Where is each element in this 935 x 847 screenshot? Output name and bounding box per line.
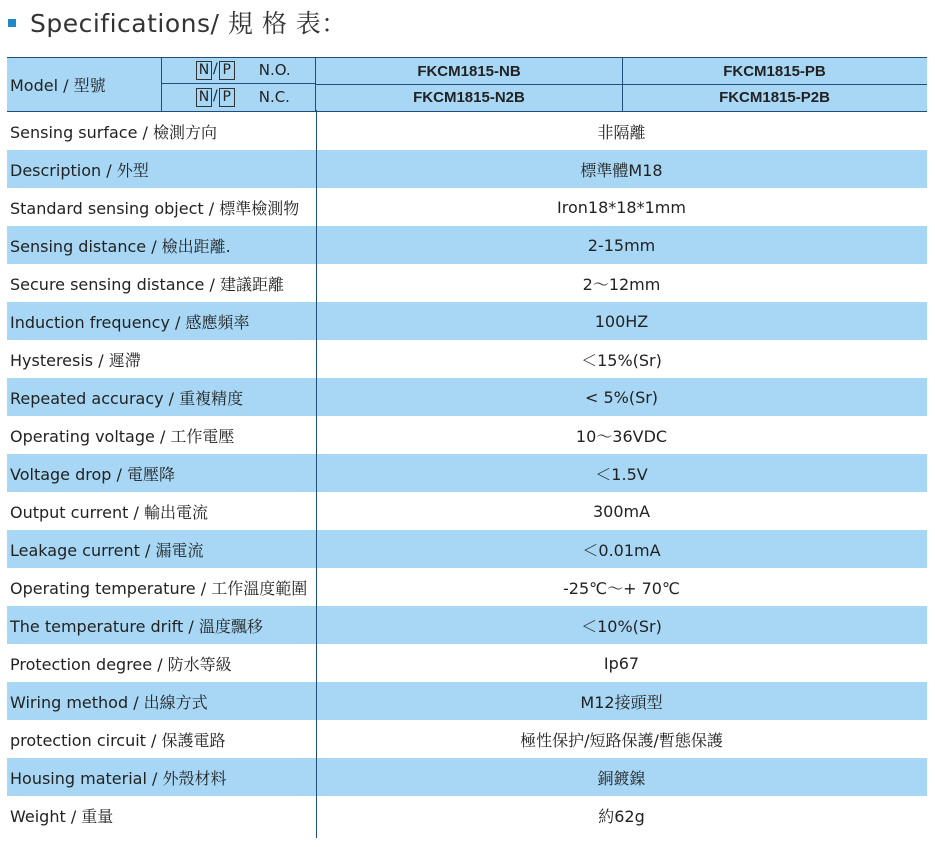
table-row: [7, 492, 927, 530]
row-value: 銅鍍鎳: [597, 768, 646, 788]
pnp-box: P: [219, 88, 235, 107]
row-label: Operating temperature / 工作溫度範圍: [10, 578, 308, 598]
row-value: < 5%(Sr): [584, 387, 659, 407]
row-label: Repeated accuracy / 重複精度: [10, 388, 244, 408]
row-value: 標準體M18: [580, 160, 663, 180]
row-value: ＜0.01mA: [582, 540, 661, 560]
model-pnp-no: FKCM1815-PB: [622, 58, 927, 85]
row-value: 100HZ: [594, 311, 649, 331]
row-label: Weight / 重量: [10, 806, 114, 826]
row-label: Standard sensing object / 標準檢測物: [10, 198, 300, 218]
table-row: [7, 720, 927, 758]
model-pnp-nc: FKCM1815-P2B: [719, 89, 830, 106]
row-label: Housing material / 外殼材料: [10, 768, 227, 788]
row-label: Output current / 輸出電流: [10, 502, 208, 522]
row-value: 非隔離: [597, 122, 646, 142]
row-label: protection circuit / 保護電路: [10, 730, 226, 750]
row-label: Sensing distance / 檢出距離.: [10, 236, 231, 256]
row-value: ＜15%(Sr): [581, 350, 662, 370]
no-label: N.O.: [258, 61, 291, 79]
row-label: Operating voltage / 工作電壓: [10, 426, 235, 446]
model-label: Model / 型號: [7, 58, 162, 111]
table-row: [7, 530, 927, 568]
row-value: 2～12mm: [582, 274, 661, 294]
row-label: Description / 外型: [10, 160, 149, 180]
row-value: 10～36VDC: [575, 426, 668, 446]
row-value: M12接頭型: [580, 692, 663, 712]
row-label: Sensing surface / 檢測方向: [10, 122, 218, 142]
pnp-box: P: [219, 61, 235, 80]
table-row: [7, 606, 927, 644]
row-value: ＜10%(Sr): [581, 616, 662, 636]
row-label: Hysteresis / 遲滯: [10, 350, 141, 370]
row-value: Iron18*18*1mm: [557, 197, 686, 217]
row-value: 300mA: [592, 501, 651, 521]
table-row: [7, 758, 927, 796]
row-label: Leakage current / 漏電流: [10, 540, 204, 560]
row-label: The temperature drift / 溫度飄移: [10, 616, 263, 636]
row-value: 約62g: [598, 806, 645, 826]
nc-label: N.C.: [258, 88, 290, 106]
table-row: [7, 568, 927, 606]
row-label: Induction frequency / 感應頻率: [10, 312, 250, 332]
label-value-divider: [316, 110, 317, 838]
row-label: Protection degree / 防水等級: [10, 654, 232, 674]
table-row: [7, 416, 927, 454]
table-row: [7, 796, 927, 834]
bullet-square-icon: [8, 19, 16, 27]
table-row: [7, 378, 927, 416]
column-divider: [622, 58, 623, 111]
row-value: Ip67: [603, 653, 640, 673]
row-value: -25℃～+ 70℃: [563, 578, 680, 598]
table-row: [7, 340, 927, 378]
table-row: [7, 682, 927, 720]
table-row: [7, 644, 927, 682]
table-header: [7, 57, 927, 112]
row-value: ＜1.5V: [595, 464, 648, 484]
table-row: [7, 454, 927, 492]
title-text: Specifications/ 規 格 表：: [30, 9, 347, 38]
table-row: [7, 226, 927, 264]
model-npn-nc: FKCM1815-N2B: [413, 89, 525, 106]
table-row: [7, 188, 927, 226]
page-title: [8, 2, 347, 42]
row-label: Wiring method / 出線方式: [10, 692, 208, 712]
row-value: 極性保护/短路保護/暫態保護: [520, 730, 723, 750]
row-value: 2-15mm: [587, 235, 656, 255]
spec-rows: [7, 112, 927, 834]
spec-table: [7, 57, 927, 834]
npn-box: N: [196, 88, 212, 107]
table-row: [7, 112, 927, 150]
model-npn-no: FKCM1815-NB: [316, 58, 622, 85]
row-label: Secure sensing distance / 建議距離: [10, 274, 284, 294]
npn-box: N: [196, 61, 212, 80]
type-row-no: N / P N.O.: [162, 58, 316, 84]
row-label: Voltage drop / 電壓降: [10, 464, 175, 484]
type-row-nc: N / P N.C.: [162, 84, 316, 111]
table-row: [7, 302, 927, 340]
table-row: [7, 264, 927, 302]
table-row: [7, 150, 927, 188]
